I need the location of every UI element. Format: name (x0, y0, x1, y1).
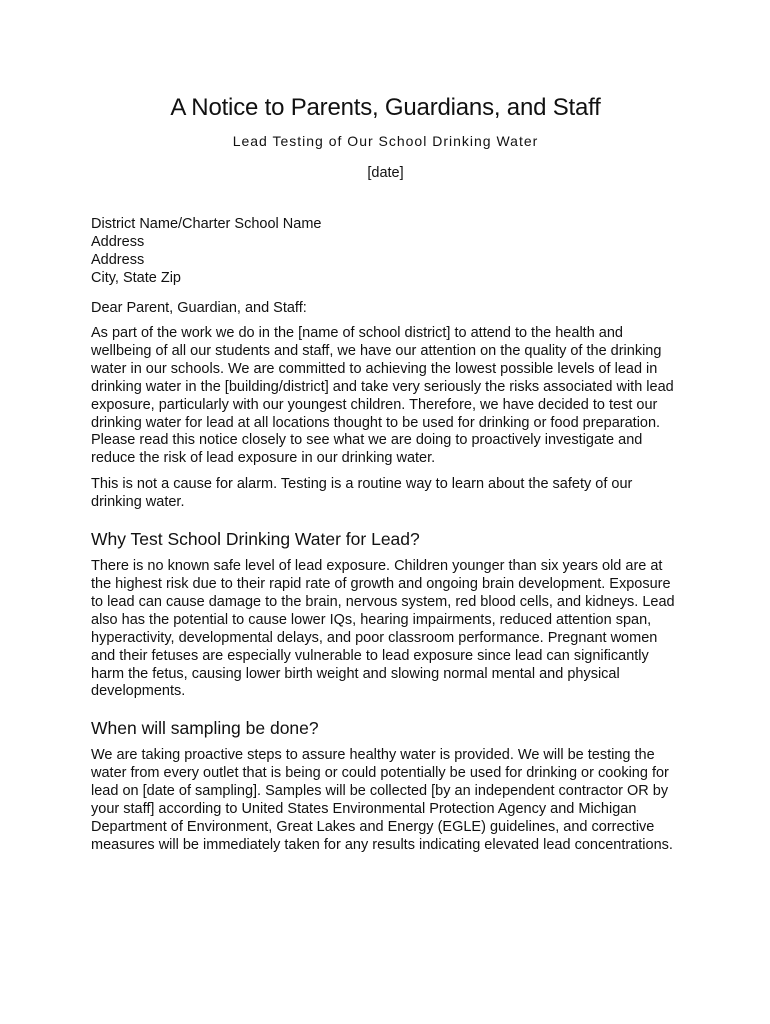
section-heading-why-test: Why Test School Drinking Water for Lead? (91, 529, 420, 550)
address-line-2: Address (91, 252, 145, 268)
date-placeholder: [date] (367, 165, 404, 181)
intro-paragraph: As part of the work we do in the [name of school district] to attend to the health and wellbeing of all our students and staff, we have our attention on the quality of the drinking water in our schools. We are committed to achieving the lowest possible levels of lead in drinking water in the [building/district] and take very seriously the risks associated with lead exposure, particularly with our youngest children. Therefore, we have decided to test our drinking water for lead at all locations thought to be used for drinking or food preparation. Please read this notice closely to see what we are doing to proactively investigate and reduce the risk of lead exposure in our drinking water. (91, 325, 674, 467)
alarm-paragraph: This is not a cause for alarm. Testing is a routine way to learn about the safety of our drinking water. (91, 476, 633, 511)
address-line-1: Address (91, 234, 145, 250)
address-line-school-name: District Name/Charter School Name (91, 216, 322, 232)
salutation: Dear Parent, Guardian, and Staff: (91, 300, 307, 316)
document-title: A Notice to Parents, Guardians, and Staff (170, 94, 601, 121)
section-body-sampling: We are taking proactive steps to assure healthy water is provided. We will be testing the water from every outlet that is being or could potentially be used for drinking or cooking for lead on [date of sampling]. Samples will be collected [by an independent contractor OR by your staff] according to United States Environmental Protection Agency and Michigan Department of Environment, Great Lakes and Energy (EGLE) guidelines, and corrective measures will be immediately taken for any results indicating elevated lead concentrations. (91, 747, 673, 853)
section-body-why-test: There is no known safe level of lead exposure. Children younger than six years old are at the highest risk due to their rapid rate of growth and ongoing brain development. Exposure to lead can cause damage to the brain, nervous system, red blood cells, and kidneys. Lead also has the potential to cause lower IQs, hearing impairments, reduced attention span, hyperactivity, developmental delays, and poor classroom performance. Pregnant women and their fetuses are especially vulnerable to lead exposure since lead can significantly harm the fetus, causing lower birth weight and slowing normal mental and physical developments. (91, 558, 675, 700)
document-subtitle: Lead Testing of Our School Drinking Water (232, 133, 539, 149)
address-block (91, 215, 680, 287)
address-line-city-state-zip: City, State Zip (91, 270, 181, 286)
section-heading-sampling: When will sampling be done? (91, 718, 319, 739)
